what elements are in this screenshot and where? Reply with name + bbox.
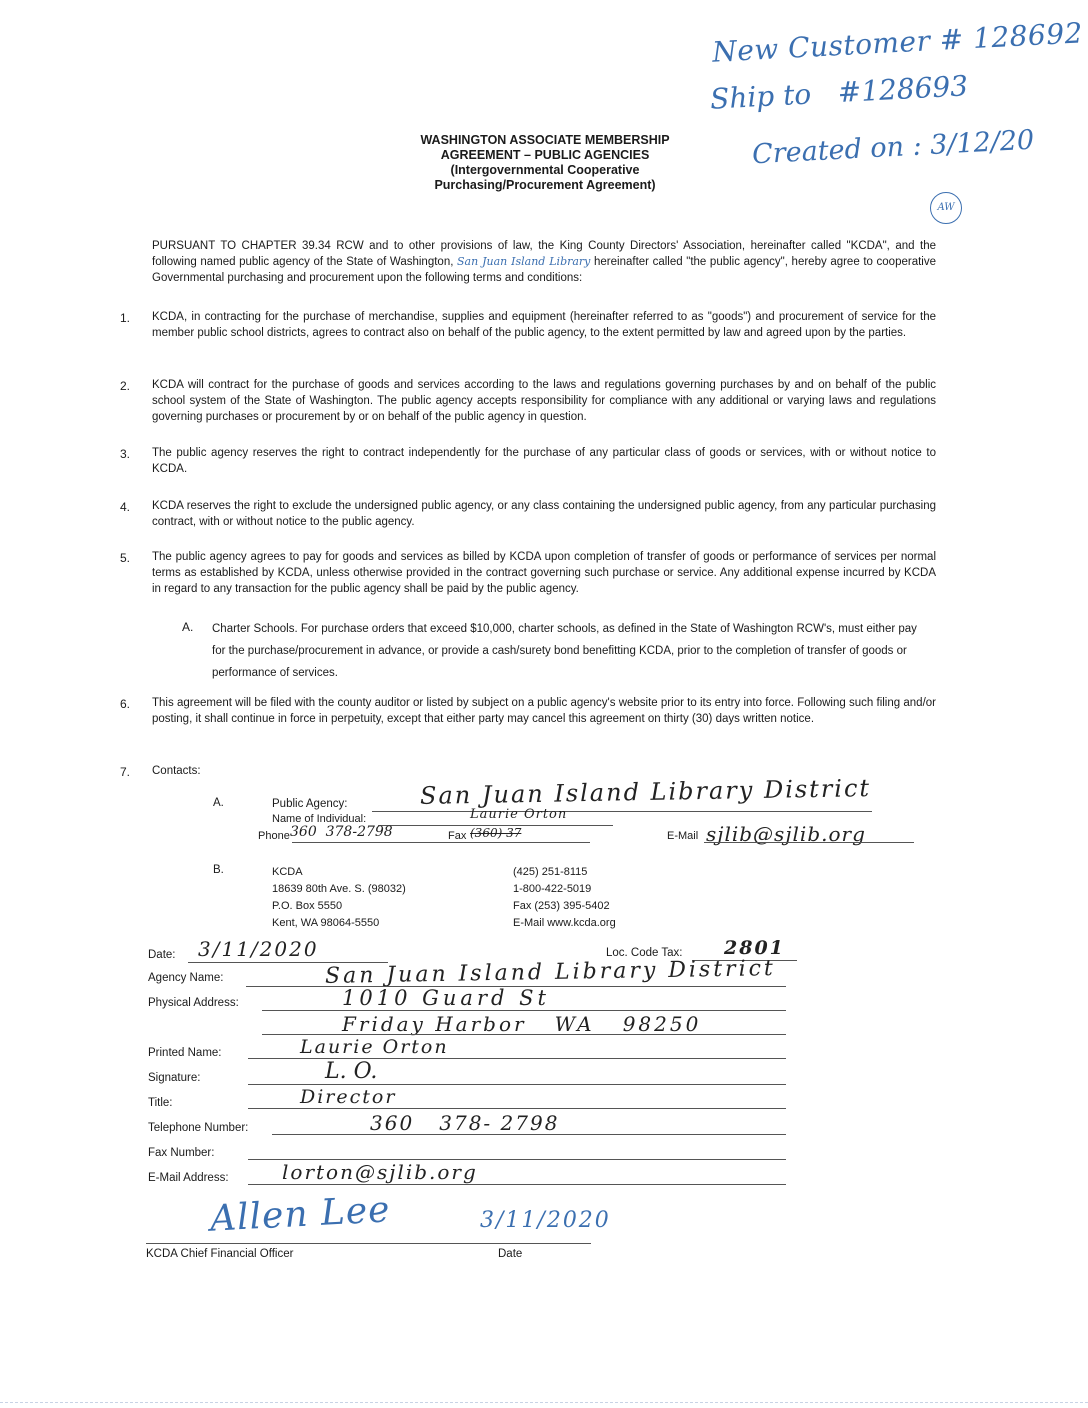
email-address-value[interactable]: lorton@sjlib.org — [282, 1160, 478, 1184]
agency-name-label: Agency Name: — [148, 972, 224, 984]
clause-5-text: The public agency agrees to pay for goods and services as billed by KCDA upon completion of transfer of goods or performance of services per normal terms as established by KCDA, unless otherwise provided in the contract governing such purchase or service. Any additional expense incurred by KCDA in regard to any transaction for the public agency shall be paid by the public agency. — [152, 551, 936, 595]
contact-b-letter: B. — [213, 864, 224, 876]
kcda-email: E-Mail www.kcda.org — [513, 917, 616, 929]
fax-value[interactable]: (360) 37 — [470, 826, 522, 840]
clause-6-text: This agreement will be filed with the county auditor or listed by subject on a public agency's website prior to its entry into force. Following such filing and/or posting, it shall continue in force in perpetuity, except that either party may cancel this agreement on thirty (30) days written notice. — [152, 697, 936, 725]
kcda-name: KCDA — [272, 866, 303, 878]
clause-5-number: 5. — [120, 551, 131, 565]
email-value[interactable]: sjlib@sjlib.org — [706, 822, 866, 846]
handwritten-ship-to: Ship to #128693 — [709, 69, 969, 116]
email-label: E-Mail — [667, 830, 699, 842]
telephone-value[interactable]: 360 378- 2798 — [370, 1111, 560, 1135]
clause-2-text: KCDA will contract for the purchase of goods and services according to the laws and regulations governing purchases by and on behalf of the public school system of the State of Washington. The public agency accepts responsibility for compliance with any additional or varying laws and regulations governing purchases or procurement by or on behalf of the public agency in question. — [152, 379, 936, 423]
fax-number-label: Fax Number: — [148, 1147, 215, 1159]
clause-1-number: 1. — [120, 311, 131, 325]
contact-a-letter: A. — [213, 797, 224, 809]
kcda-officer-label: KCDA Chief Financial Officer — [146, 1248, 294, 1260]
intro-handwritten-agency: San Juan Island Library — [457, 255, 591, 268]
address-line-1 — [262, 1010, 786, 1011]
contacts-label: Contacts: — [152, 765, 201, 777]
email-address-line — [248, 1184, 786, 1185]
email-address-label: E-Mail Address: — [148, 1172, 229, 1184]
individual-value[interactable]: Laurie Orton — [470, 807, 568, 822]
title-line-1: WASHINGTON ASSOCIATE MEMBERSHIP — [420, 133, 670, 147]
kcda-signature-line — [146, 1243, 591, 1244]
phone-value[interactable]: 360 378-2798 — [290, 824, 393, 840]
title-line-2: AGREEMENT – PUBLIC AGENCIES — [440, 148, 650, 162]
clause-4-text: KCDA reserves the right to exclude the undersigned public agency, or any class containing the undersigned public agency, from any particular purchasing contract, with or without notice to the public agency. — [152, 500, 936, 528]
kcda-contact-block — [513, 864, 616, 932]
loc-code-value[interactable]: 2801 — [724, 937, 785, 959]
clause-4-number: 4. — [120, 500, 131, 514]
public-agency-line — [372, 811, 872, 812]
kcda-address-3: Kent, WA 98064-5550 — [272, 917, 380, 929]
printed-name-label: Printed Name: — [148, 1047, 222, 1059]
phone-fax-line — [292, 842, 590, 843]
subclause-a-label: A. — [182, 620, 194, 634]
signature-line — [248, 1084, 786, 1085]
public-agency-label: Public Agency: — [272, 798, 348, 810]
contacts-number: 7. — [120, 765, 131, 779]
physical-address-line-1[interactable]: 1010 Guard St — [342, 986, 550, 1010]
kcda-phone-2: 1-800-422-5019 — [513, 883, 592, 895]
handwritten-initials: AW — [930, 192, 962, 224]
agency-name-value[interactable]: San Juan Island Library District — [324, 956, 777, 989]
kcda-address-1: 18639 80th Ave. S. (98032) — [272, 883, 406, 895]
signature-label: Signature: — [148, 1072, 201, 1084]
title-label: Title: — [148, 1097, 173, 1109]
handwritten-created-on: Created on : 3/12/20 — [751, 124, 1035, 171]
title-value[interactable]: Director — [300, 1086, 397, 1108]
clause-2-number: 2. — [120, 379, 131, 393]
printed-name-value[interactable]: Laurie Orton — [300, 1036, 449, 1058]
intro-part-2: hereinafter called "the public agency", hereby agree to cooperative Governmental purchasing and procurement upon the following terms and conditions: — [152, 256, 936, 284]
signature-value[interactable]: L. O. — [325, 1059, 378, 1084]
kcda-phone-1: (425) 251-8115 — [513, 866, 588, 878]
email-line — [704, 842, 914, 843]
physical-address-label: Physical Address: — [148, 997, 239, 1009]
telephone-line — [272, 1134, 786, 1135]
handwritten-customer-number: New Customer # 128692 — [711, 16, 1084, 69]
kcda-fax: Fax (253) 395-5402 — [513, 900, 610, 912]
address-line-2 — [262, 1034, 786, 1035]
public-agency-value[interactable]: San Juan Island Library District — [419, 774, 872, 810]
kcda-address-block — [272, 864, 406, 932]
clause-3-number: 3. — [120, 447, 131, 461]
kcda-date-label: Date — [498, 1248, 523, 1260]
phone-label: Phone — [258, 830, 290, 842]
physical-address-line-2[interactable]: Friday Harbor WA 98250 — [342, 1012, 702, 1036]
intro-paragraph — [152, 238, 936, 286]
title-line-4: Purchasing/Procurement Agreement) — [434, 178, 656, 192]
kcda-officer-signature: Allen Lee — [209, 1189, 392, 1240]
scan-edge — [0, 1402, 1088, 1403]
fax-label: Fax — [448, 830, 467, 842]
loc-code-label: Loc. Code Tax: — [606, 947, 683, 959]
clause-3-text: The public agency reserves the right to contract independently for the purchase of any particular class of goods or services, with or without notice to KCDA. — [152, 447, 936, 475]
subclause-a-text: Charter Schools. For purchase orders that exceed $10,000, charter schools, as defined in the State of Washington RCW's, must either pay for the purchase/procurement in advance, or provide a cash/surety bond benefitting KCDA, prior to the completion of transfer of goods or performance of services. — [212, 623, 917, 679]
kcda-address-2: P.O. Box 5550 — [272, 900, 343, 912]
intro-part-1: PURSUANT TO CHAPTER 39.34 RCW and to other provisions of law, the King County Directors' Association, hereinafter called "KCDA", and the following named public agency of the State of Washington, — [152, 240, 936, 268]
title-line — [248, 1108, 786, 1109]
date-value[interactable]: 3/11/2020 — [198, 937, 319, 961]
individual-label: Name of Individual: — [272, 813, 367, 825]
document-title — [360, 133, 730, 193]
telephone-label: Telephone Number: — [148, 1122, 249, 1134]
kcda-signature-date: 3/11/2020 — [480, 1208, 611, 1233]
clause-1-text: KCDA, in contracting for the purchase of merchandise, supplies and equipment (hereinafter referred to as "goods") and procurement of service for the member public school districts, agrees to contract also on behalf of the public agency, to the extent permitted by law and agreed upon by the parties. — [152, 311, 936, 339]
title-line-3: (Intergovernmental Cooperative — [450, 163, 640, 177]
clause-6-number: 6. — [120, 697, 131, 711]
date-label: Date: — [148, 949, 176, 961]
